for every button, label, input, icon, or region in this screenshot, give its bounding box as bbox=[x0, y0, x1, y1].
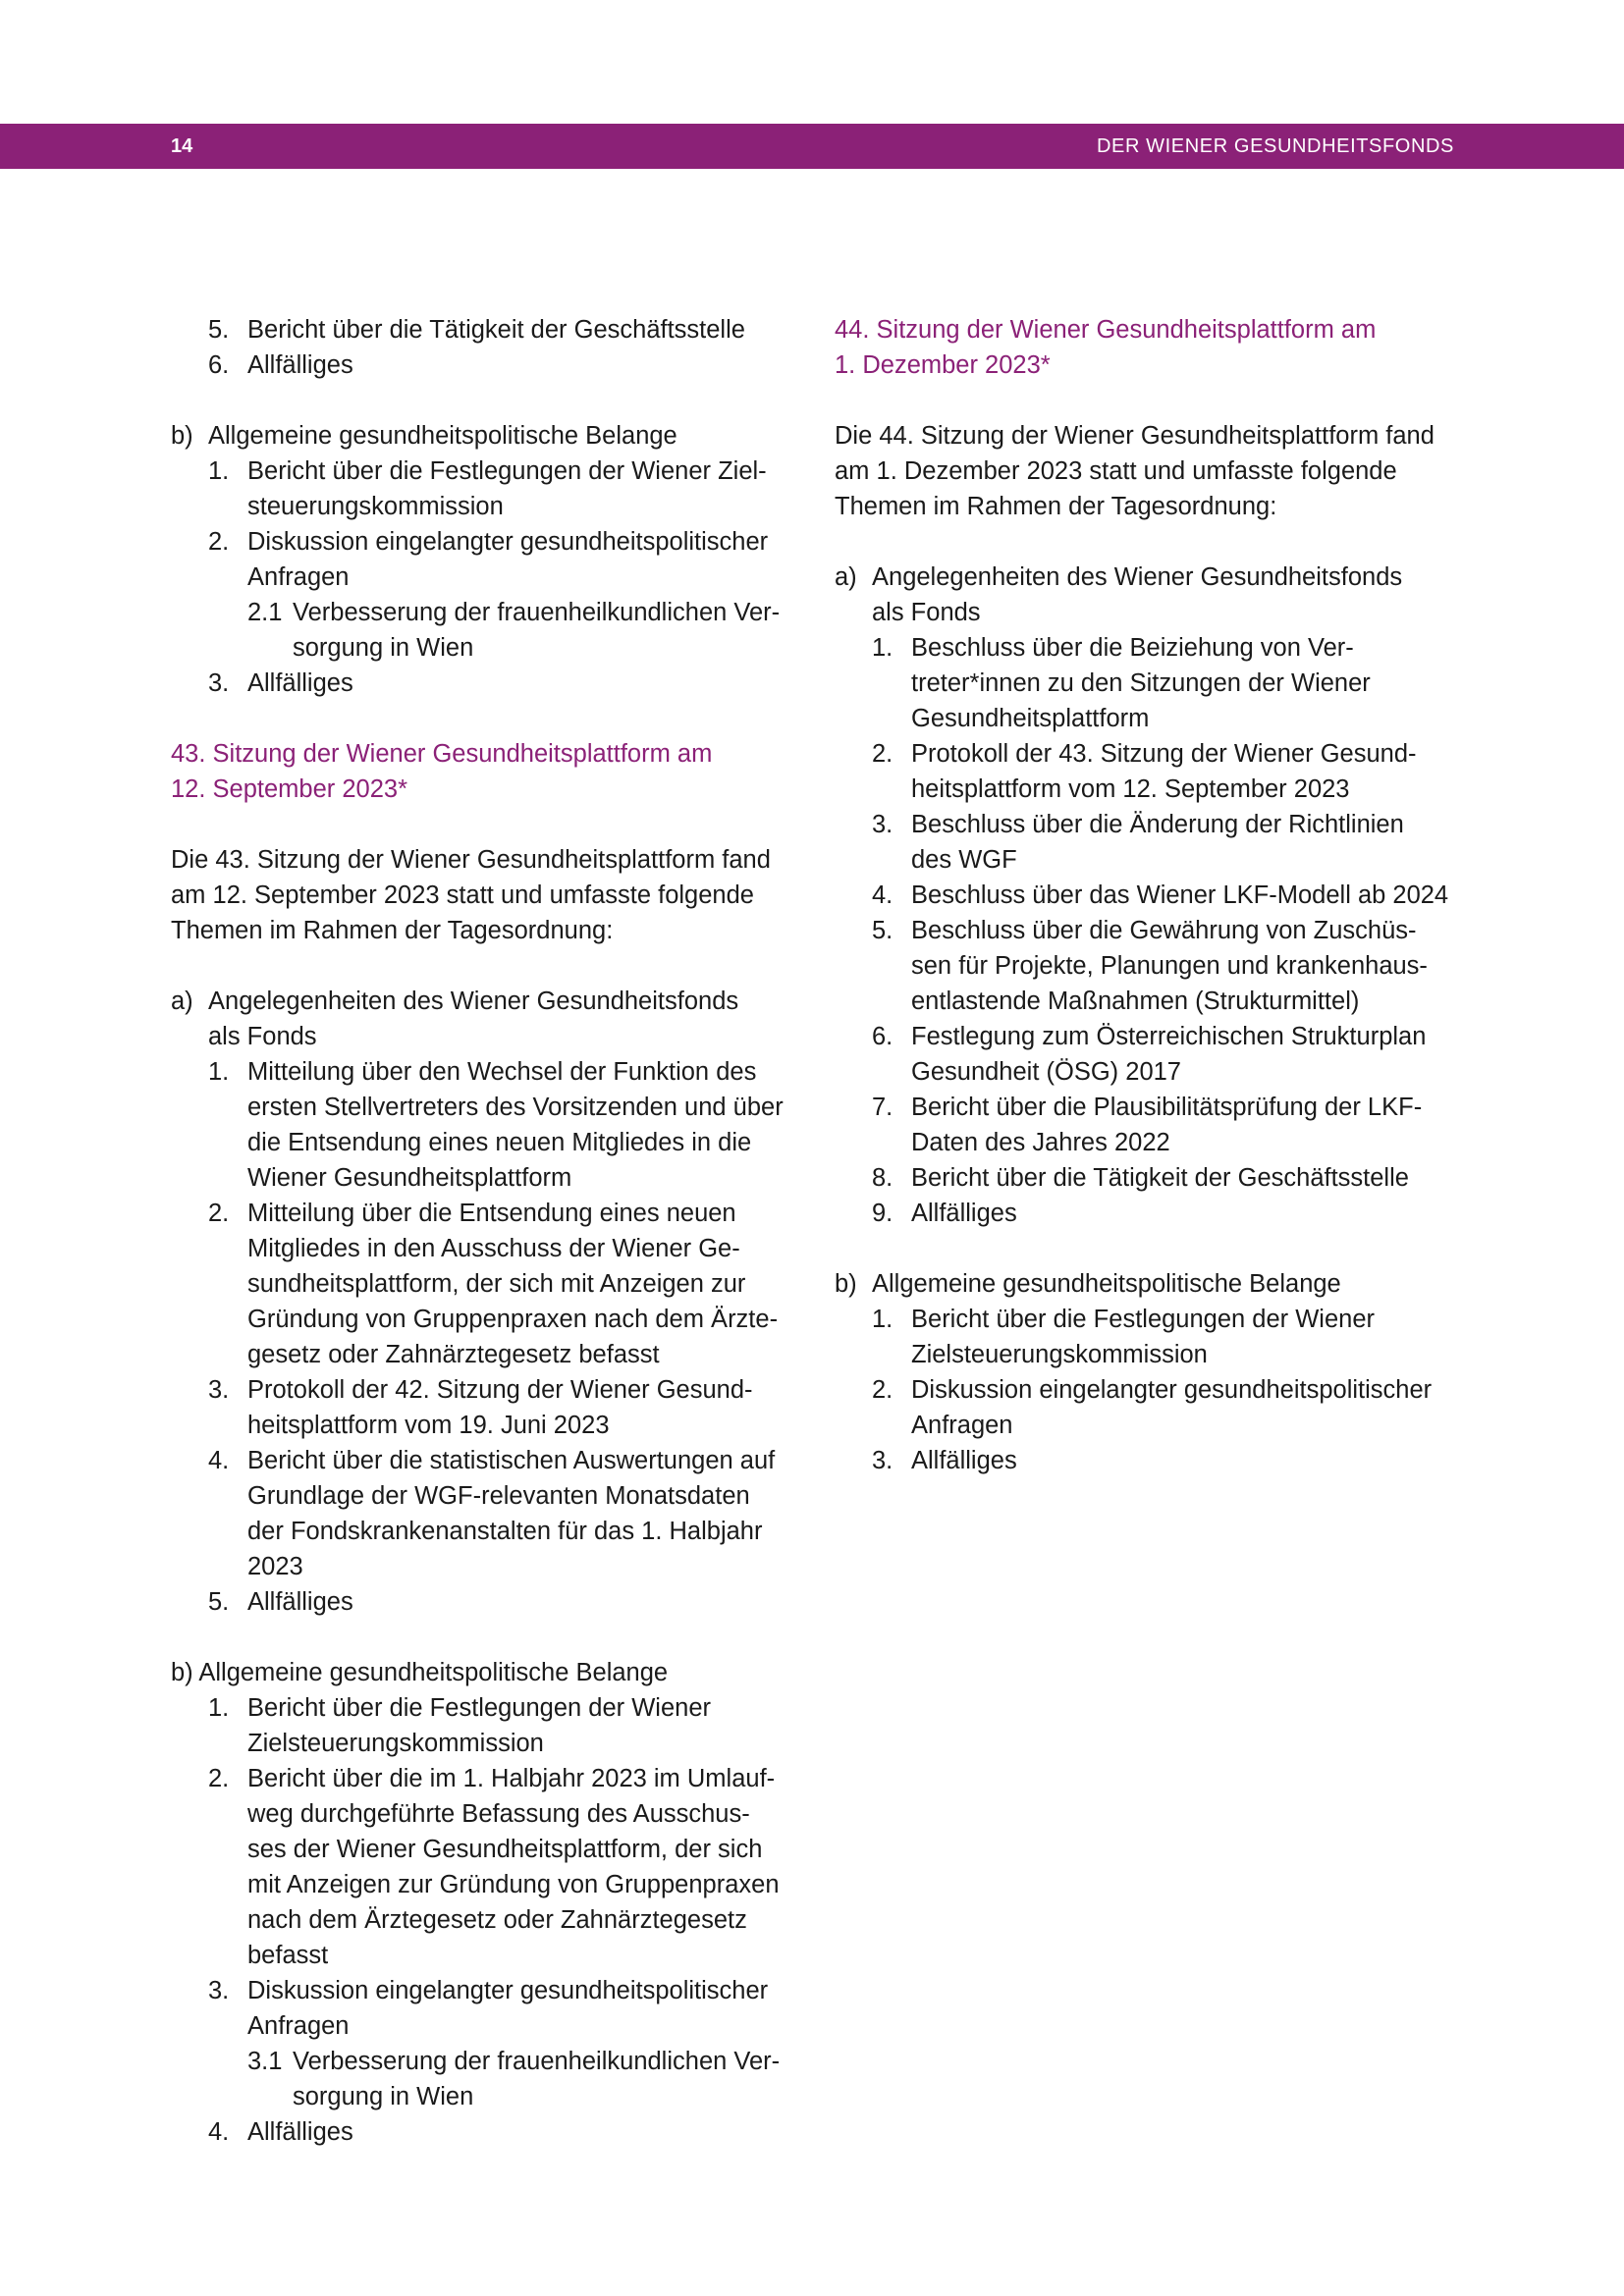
list-marker: 4. bbox=[208, 1447, 230, 1474]
list-item-continuation bbox=[835, 666, 1457, 701]
list-item-continuation bbox=[835, 595, 1457, 630]
list-item bbox=[835, 1019, 1457, 1054]
list-marker: 3. bbox=[872, 811, 893, 838]
line-text: weg durchgeführte Befassung des Ausschus- bbox=[247, 1800, 750, 1828]
spacer bbox=[171, 701, 793, 736]
list-item-continuation bbox=[835, 948, 1457, 984]
line-text: Beschluss über die Änderung der Richtlinien bbox=[911, 811, 1404, 838]
spacer bbox=[171, 383, 793, 418]
list-item bbox=[835, 1266, 1457, 1302]
list-item-continuation bbox=[171, 1549, 793, 1584]
paragraph-line bbox=[835, 418, 1457, 454]
list-marker: 3. bbox=[872, 1447, 893, 1474]
spacer bbox=[171, 948, 793, 984]
line-text: als Fonds bbox=[872, 599, 981, 626]
line-text: entlastende Maßnahmen (Strukturmittel) bbox=[911, 988, 1360, 1015]
list-item bbox=[835, 1196, 1457, 1231]
list-marker: 6. bbox=[872, 1023, 893, 1050]
list-marker: 1. bbox=[208, 457, 230, 485]
list-item-continuation bbox=[171, 1019, 793, 1054]
line-text: Allgemeine gesundheitspolitische Belange bbox=[208, 422, 677, 450]
line-text: Gesundheitsplattform bbox=[911, 705, 1150, 732]
list-marker: b) bbox=[835, 1270, 857, 1298]
line-text: sundheitsplattform, der sich mit Anzeigen zur bbox=[247, 1270, 746, 1298]
list-marker: 3. bbox=[208, 1977, 230, 2004]
section-heading bbox=[171, 736, 793, 772]
list-item bbox=[171, 1973, 793, 2008]
line-text: Allfälliges bbox=[247, 1588, 353, 1616]
list-marker: 2.1 bbox=[247, 599, 283, 626]
line-text: Verbesserung der frauenheilkundlichen Ver- bbox=[293, 2048, 781, 2075]
list-item bbox=[835, 913, 1457, 948]
list-item-continuation bbox=[171, 1514, 793, 1549]
section-heading bbox=[171, 772, 793, 807]
list-item-continuation bbox=[171, 489, 793, 524]
line-text: des WGF bbox=[911, 846, 1017, 874]
list-item-continuation bbox=[835, 842, 1457, 878]
list-item-continuation bbox=[171, 630, 793, 666]
list-item bbox=[171, 312, 793, 347]
line-text: mit Anzeigen zur Gründung von Gruppenpraxen bbox=[247, 1871, 780, 1898]
list-marker: 9. bbox=[872, 1200, 893, 1227]
line-text: Beschluss über das Wiener LKF-Modell ab 2024 bbox=[911, 881, 1449, 909]
list-marker: 3. bbox=[208, 1376, 230, 1404]
list-item-continuation bbox=[171, 1796, 793, 1832]
list-marker: 4. bbox=[872, 881, 893, 909]
list-item-continuation bbox=[171, 1408, 793, 1443]
spacer bbox=[171, 1620, 793, 1655]
line-text: Bericht über die Festlegungen der Wiener bbox=[247, 1694, 712, 1722]
line-text: Themen im Rahmen der Tagesordnung: bbox=[835, 493, 1277, 520]
list-item-continuation bbox=[835, 772, 1457, 807]
line-text: Festlegung zum Österreichischen Strukturplan bbox=[911, 1023, 1427, 1050]
line-text: Grundlage der WGF-relevanten Monatsdaten bbox=[247, 1482, 750, 1510]
list-marker: 1. bbox=[872, 1306, 893, 1333]
line-text: Beschluss über die Gewährung von Zuschüs- bbox=[911, 917, 1417, 944]
list-item bbox=[171, 1690, 793, 1726]
line-text: Allfälliges bbox=[911, 1447, 1017, 1474]
list-item bbox=[835, 560, 1457, 595]
line-text: Anfragen bbox=[247, 2012, 350, 2040]
list-item-continuation bbox=[171, 1337, 793, 1372]
spacer bbox=[835, 524, 1457, 560]
line-text: Bericht über die im 1. Halbjahr 2023 im Umlauf- bbox=[247, 1765, 776, 1792]
line-text: Allfälliges bbox=[247, 669, 353, 697]
list-item-continuation bbox=[835, 1337, 1457, 1372]
right-column bbox=[835, 312, 1457, 1478]
line-text: am 1. Dezember 2023 statt und umfasste folgende bbox=[835, 457, 1397, 485]
line-text: Gründung von Gruppenpraxen nach dem Ärzte- bbox=[247, 1306, 779, 1333]
list-marker: 5. bbox=[208, 1588, 230, 1616]
list-item bbox=[171, 524, 793, 560]
left-column bbox=[171, 312, 793, 2150]
list-item bbox=[171, 454, 793, 489]
spacer bbox=[835, 383, 1457, 418]
list-item bbox=[171, 1584, 793, 1620]
line-text: gesetz oder Zahnärztegesetz befasst bbox=[247, 1341, 660, 1368]
line-text: befasst bbox=[247, 1942, 329, 1969]
list-item bbox=[171, 2044, 793, 2079]
paragraph-line bbox=[171, 842, 793, 878]
line-text: Gesundheit (ÖSG) 2017 bbox=[911, 1058, 1181, 1086]
line-text: steuerungskommission bbox=[247, 493, 504, 520]
list-item bbox=[171, 984, 793, 1019]
spacer bbox=[171, 807, 793, 842]
list-item bbox=[171, 1196, 793, 1231]
list-item bbox=[835, 1090, 1457, 1125]
line-text: Anfragen bbox=[247, 563, 350, 591]
list-item bbox=[835, 630, 1457, 666]
page-number: 14 bbox=[171, 135, 193, 157]
line-text: Bericht über die statistischen Auswertungen auf bbox=[247, 1447, 776, 1474]
line-text: Angelegenheiten des Wiener Gesundheitsfonds bbox=[872, 563, 1403, 591]
line-text: die Entsendung eines neuen Mitgliedes in die bbox=[247, 1129, 752, 1156]
list-marker: 3. bbox=[208, 669, 230, 697]
list-item-continuation bbox=[835, 701, 1457, 736]
line-text: Die 44. Sitzung der Wiener Gesundheitsplattform fand bbox=[835, 422, 1435, 450]
line-text: Zielsteuerungskommission bbox=[247, 1730, 544, 1757]
list-marker: 1. bbox=[872, 634, 893, 662]
list-marker: a) bbox=[835, 563, 857, 591]
line-text: sorgung in Wien bbox=[293, 2083, 474, 2110]
list-marker: 5. bbox=[872, 917, 893, 944]
list-item bbox=[835, 736, 1457, 772]
list-item-continuation bbox=[171, 1902, 793, 1938]
line-text: Bericht über die Tätigkeit der Geschäftsstelle bbox=[247, 316, 745, 344]
running-title: DER WIENER GESUNDHEITSFONDS bbox=[1096, 135, 1454, 157]
list-item-continuation bbox=[171, 1090, 793, 1125]
line-text: heitsplattform vom 19. Juni 2023 bbox=[247, 1412, 610, 1439]
list-item bbox=[171, 418, 793, 454]
list-item-continuation bbox=[835, 1125, 1457, 1160]
list-item-continuation bbox=[171, 1302, 793, 1337]
line-text: Themen im Rahmen der Tagesordnung: bbox=[171, 917, 614, 944]
line-text: Angelegenheiten des Wiener Gesundheitsfonds bbox=[208, 988, 739, 1015]
list-item-continuation bbox=[171, 1938, 793, 1973]
list-item-continuation bbox=[171, 1266, 793, 1302]
line-text: Mitteilung über den Wechsel der Funktion des bbox=[247, 1058, 757, 1086]
list-item bbox=[171, 595, 793, 630]
line-text: Zielsteuerungskommission bbox=[911, 1341, 1208, 1368]
section-heading bbox=[835, 312, 1457, 347]
list-item-continuation bbox=[171, 1726, 793, 1761]
line-text: als Fonds bbox=[208, 1023, 317, 1050]
list-marker: 2. bbox=[872, 740, 893, 768]
list-marker: b) bbox=[171, 422, 193, 450]
line-text: heitsplattform vom 12. September 2023 bbox=[911, 775, 1350, 803]
section-heading bbox=[835, 347, 1457, 383]
list-item bbox=[835, 1160, 1457, 1196]
paragraph-line bbox=[835, 489, 1457, 524]
list-item-continuation bbox=[835, 984, 1457, 1019]
list-item bbox=[835, 1443, 1457, 1478]
list-item-continuation bbox=[171, 2079, 793, 2114]
line-text: Bericht über die Tätigkeit der Geschäftsstelle bbox=[911, 1164, 1409, 1192]
list-marker: 2. bbox=[208, 528, 230, 556]
list-item-continuation bbox=[171, 1160, 793, 1196]
list-marker: 4. bbox=[208, 2118, 230, 2146]
list-item-continuation bbox=[171, 1867, 793, 1902]
line-text: Allfälliges bbox=[247, 2118, 353, 2146]
list-marker: 6. bbox=[208, 351, 230, 379]
list-item bbox=[835, 878, 1457, 913]
line-text: 12. September 2023* bbox=[171, 775, 408, 803]
list-item bbox=[171, 1054, 793, 1090]
list-marker: 1. bbox=[208, 1058, 230, 1086]
list-marker: 2. bbox=[208, 1200, 230, 1227]
line-text: treter*innen zu den Sitzungen der Wiener bbox=[911, 669, 1371, 697]
list-item-continuation bbox=[171, 560, 793, 595]
list-marker: 8. bbox=[872, 1164, 893, 1192]
line-text: Mitteilung über die Entsendung eines neuen bbox=[247, 1200, 736, 1227]
line-text: b) Allgemeine gesundheitspolitische Belange bbox=[171, 1659, 669, 1686]
line-text: Diskussion eingelangter gesundheitspolitischer bbox=[247, 1977, 769, 2004]
line-text: Allfälliges bbox=[911, 1200, 1017, 1227]
line-text: Daten des Jahres 2022 bbox=[911, 1129, 1170, 1156]
list-marker: 5. bbox=[208, 316, 230, 344]
paragraph-line bbox=[835, 454, 1457, 489]
line-text: sen für Projekte, Planungen und krankenhaus- bbox=[911, 952, 1428, 980]
list-item bbox=[171, 347, 793, 383]
line-text: ses der Wiener Gesundheitsplattform, der sich bbox=[247, 1836, 763, 1863]
line-text: Bericht über die Festlegungen der Wiener Ziel- bbox=[247, 457, 767, 485]
paragraph-line bbox=[171, 913, 793, 948]
list-item bbox=[171, 666, 793, 701]
line-text: 2023 bbox=[247, 1553, 303, 1580]
line-text: ersten Stellvertreters des Vorsitzenden und über bbox=[247, 1094, 784, 1121]
list-item bbox=[171, 1372, 793, 1408]
spacer bbox=[835, 1231, 1457, 1266]
line-text: Beschluss über die Beiziehung von Ver- bbox=[911, 634, 1354, 662]
line-text: 1. Dezember 2023* bbox=[835, 351, 1051, 379]
list-marker: 1. bbox=[208, 1694, 230, 1722]
line-text: Allgemeine gesundheitspolitische Belange bbox=[872, 1270, 1341, 1298]
list-marker: 2. bbox=[872, 1376, 893, 1404]
line-text: 43. Sitzung der Wiener Gesundheitsplattform am bbox=[171, 740, 713, 768]
list-item-continuation bbox=[171, 1832, 793, 1867]
list-item bbox=[171, 2114, 793, 2150]
list-item bbox=[171, 1761, 793, 1796]
line-text: Diskussion eingelangter gesundheitspolitischer bbox=[247, 528, 769, 556]
line-text: am 12. September 2023 statt und umfasste folgende bbox=[171, 881, 754, 909]
list-item bbox=[835, 1372, 1457, 1408]
list-item-continuation bbox=[171, 1125, 793, 1160]
list-marker: 7. bbox=[872, 1094, 893, 1121]
list-item-continuation bbox=[171, 1231, 793, 1266]
list-item bbox=[835, 807, 1457, 842]
line-text: nach dem Ärztegesetz oder Zahnärztegesetz bbox=[247, 1906, 747, 1934]
line-text: der Fondskrankenanstalten für das 1. Halbjahr bbox=[247, 1518, 763, 1545]
line-text: Die 43. Sitzung der Wiener Gesundheitsplattform fand bbox=[171, 846, 771, 874]
line-text: Verbesserung der frauenheilkundlichen Ver- bbox=[293, 599, 781, 626]
list-item-continuation bbox=[835, 1408, 1457, 1443]
line-text: Protokoll der 42. Sitzung der Wiener Gesund- bbox=[247, 1376, 753, 1404]
line-text: Bericht über die Plausibilitätsprüfung der LKF- bbox=[911, 1094, 1423, 1121]
line-text: Mitgliedes in den Ausschuss der Wiener Ge- bbox=[247, 1235, 740, 1262]
list-marker: 3.1 bbox=[247, 2048, 283, 2075]
line-text: 44. Sitzung der Wiener Gesundheitsplattform am bbox=[835, 316, 1377, 344]
line-text: Wiener Gesundheitsplattform bbox=[247, 1164, 572, 1192]
line-text: sorgung in Wien bbox=[293, 634, 474, 662]
list-item-continuation bbox=[835, 1054, 1457, 1090]
line-text: Diskussion eingelangter gesundheitspolitischer bbox=[911, 1376, 1433, 1404]
list-item-continuation bbox=[171, 1478, 793, 1514]
line-text: Allfälliges bbox=[247, 351, 353, 379]
line-text: Bericht über die Festlegungen der Wiener bbox=[911, 1306, 1376, 1333]
list-item bbox=[171, 1443, 793, 1478]
list-item-continuation bbox=[171, 2008, 793, 2044]
paragraph-line bbox=[171, 1655, 793, 1690]
list-marker: 2. bbox=[208, 1765, 230, 1792]
line-text: Protokoll der 43. Sitzung der Wiener Gesund- bbox=[911, 740, 1417, 768]
paragraph-line bbox=[171, 878, 793, 913]
list-item bbox=[835, 1302, 1457, 1337]
list-marker: a) bbox=[171, 988, 193, 1015]
line-text: Anfragen bbox=[911, 1412, 1013, 1439]
